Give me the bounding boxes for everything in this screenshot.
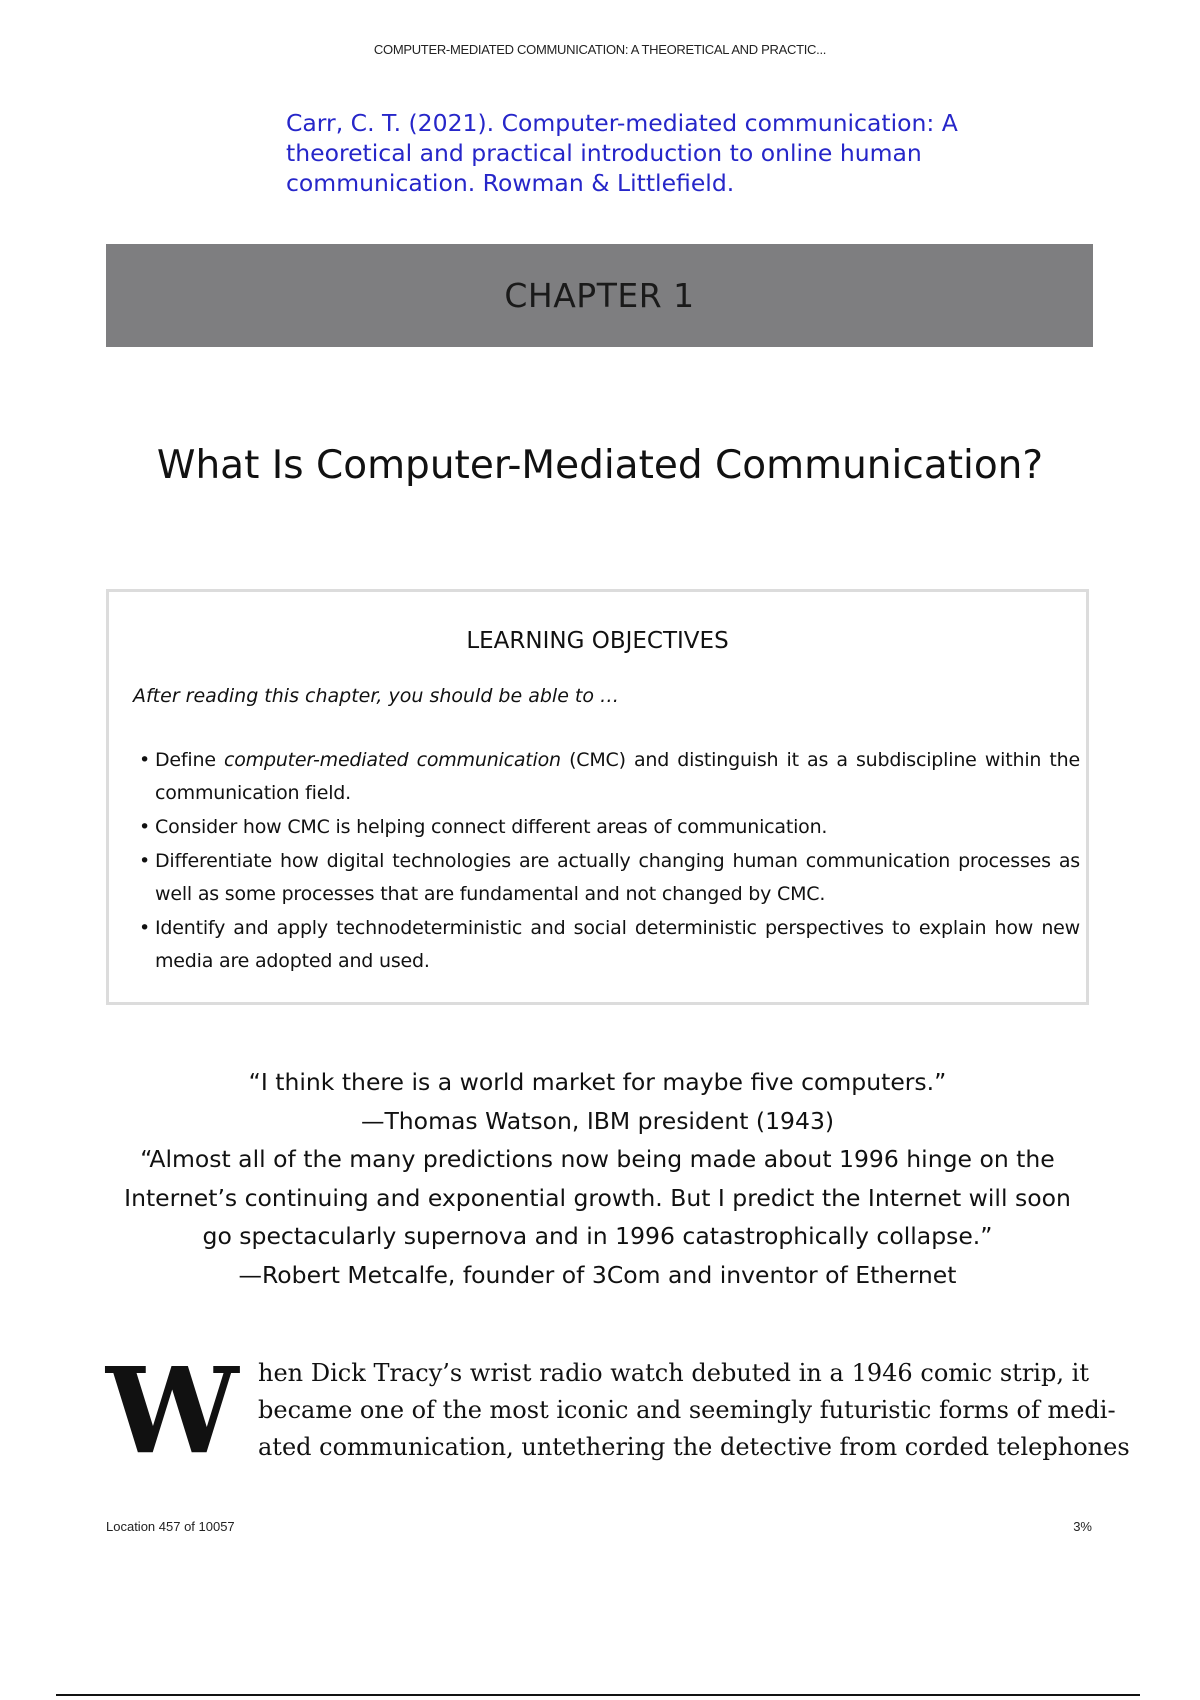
divider xyxy=(56,1694,1140,1696)
learning-objectives-box xyxy=(106,589,1089,1005)
bullet-icon: • xyxy=(139,749,151,771)
list-item: • Consider how CMC is helping connect different areas of communication. xyxy=(135,811,1080,844)
bullet-icon: • xyxy=(139,850,151,872)
body-line: hen Dick Tracy’s wrist radio watch debuted in a 1946 comic strip, it xyxy=(258,1359,1089,1387)
drop-cap: W xyxy=(106,1341,239,1480)
reading-progress-percent: 3% xyxy=(1073,1519,1092,1534)
body-line: became one of the most iconic and seemingly futuristic forms of medi- xyxy=(258,1396,1116,1424)
chapter-title: What Is Computer-Mediated Communication? xyxy=(156,443,1044,488)
epigraph-quote: “I think there is a world market for maybe five computers.” xyxy=(248,1068,947,1096)
epigraph-attribution: —Robert Metcalfe, founder of 3Com and inventor of Ethernet xyxy=(238,1260,957,1289)
reading-location: Location 457 of 10057 xyxy=(106,1519,235,1534)
running-header: COMPUTER-MEDIATED COMMUNICATION: A THEORETICAL AND PRACTIC... xyxy=(373,42,827,57)
list-item: • Differentiate how digital technologies are actually changing human communication processes as well as some processes that are fundamental and not changed by CMC. xyxy=(135,845,1080,911)
epigraphs xyxy=(106,1063,1089,1294)
objectives-heading: LEARNING OBJECTIVES xyxy=(466,628,729,654)
citation-annotation: Carr, C. T. (2021). Computer-mediated communication: A theoretical and practical introduction to online human communication. Rowman & Littlefield. xyxy=(286,109,958,197)
body-line: ated communication, untethering the detective from corded telephones xyxy=(258,1433,1130,1461)
bullet-icon: • xyxy=(139,816,151,838)
epigraph-attribution: —Thomas Watson, IBM president (1943) xyxy=(360,1106,835,1135)
chapter-banner xyxy=(106,244,1093,347)
list-item: • Identify and apply technodeterministic and social deterministic perspectives to explain how new media are adopted and used. xyxy=(135,912,1080,978)
epigraph-quote: “Almost all of the many predictions now being made about 1996 hinge on the Internet’s continuing and exponential growth. But I predict the Internet will soon go spectacularly supernova and in 1996 catastrophically collapse.” xyxy=(124,1145,1071,1250)
objectives-intro: After reading this chapter, you should be able to … xyxy=(133,685,620,707)
chapter-label: CHAPTER 1 xyxy=(504,276,695,315)
objectives-list xyxy=(135,744,1080,979)
bullet-icon: • xyxy=(139,917,151,939)
list-item: • Define computer-mediated communication (CMC) and distinguish it as a subdiscipline within the communication field. xyxy=(135,744,1080,810)
